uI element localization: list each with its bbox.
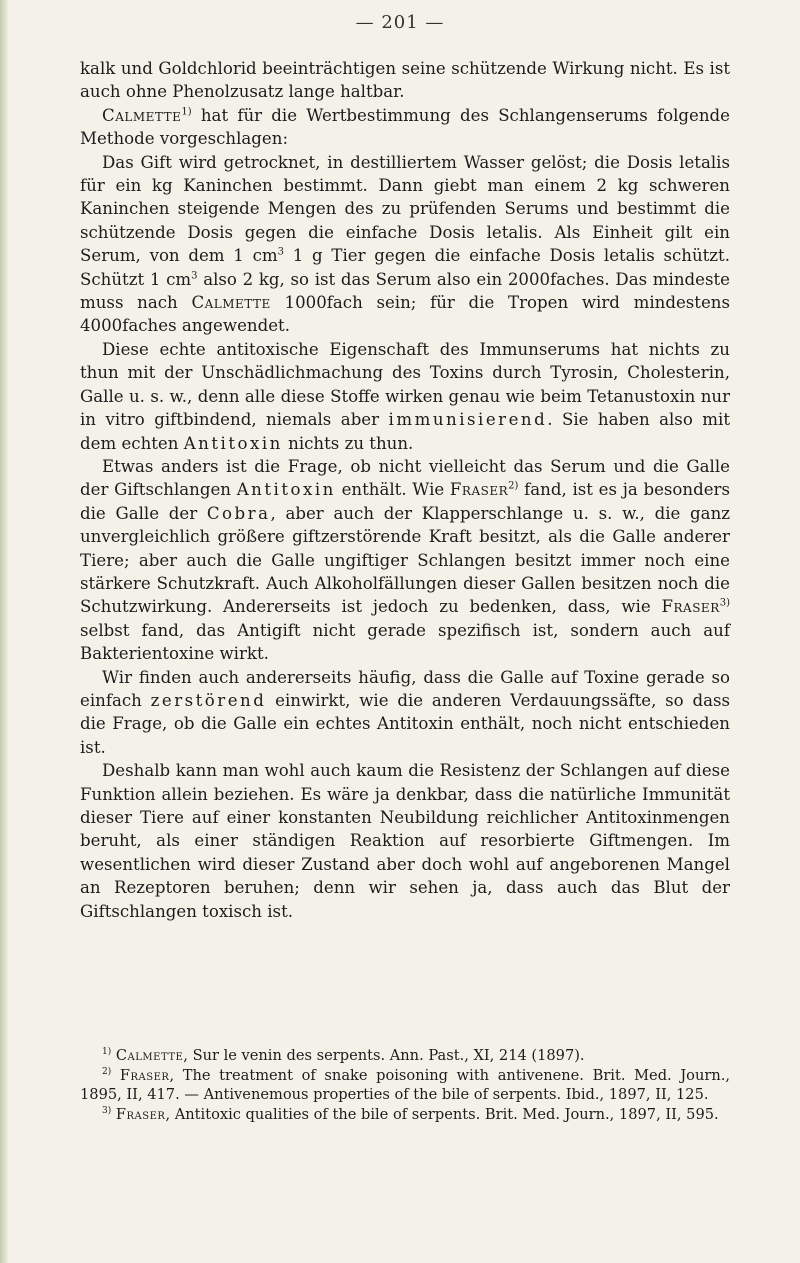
emphasis-spaced: Cobra <box>206 503 271 523</box>
paragraph-2: Calmette$^{1)}$ hat für die Wertbestimmung des Schlangenserums folgende Methode vorgeschlagen: <box>80 105 730 149</box>
author-name: Fraser <box>115 1105 166 1123</box>
author-name: Calmette <box>115 1047 184 1064</box>
emphasis-spaced: zerstörend <box>150 690 267 710</box>
footnote-1: $^{1)}$ Calmette, Sur le venin des serpents. Ann. Past., XI, 214 (1897). <box>102 1047 585 1064</box>
paragraph-7: Deshalb kann man wohl auch kaum die Resistenz der Schlangen auf diese Funktion allein beziehen. Es wäre ja denkbar, dass die natürliche Immunität dieser Tiere auf einer konstanten Neubildung reichlicher Antitoxinmengen beruht, als einer ständigen Reaktion auf resorbierte Giftmengen. Im wesentlichen wird dieser Zustand aber doch wohl auf angeborenen Mangel an Rezeptoren beruhen; denn wir sehen ja, dass auch das Blut der Giftschlangen toxisch ist. <box>80 761 730 921</box>
page-number: — 201 — <box>355 12 445 33</box>
footnote-ref: 3) <box>719 597 730 609</box>
footnote-3: $^{3)}$ Fraser, Antitoxic qualities of the bile of serpents. Brit. Med. Journ., 1897, II, 595. <box>102 1105 719 1123</box>
footnote-2: $^{2)}$ Fraser, The treatment of snake poisoning with antivenene. Brit. Med. Journ., 1895, II, 417. — Antivenemous properties of the bile of serpents. Ibid., 1897, II, 125. <box>80 1066 731 1104</box>
paragraph-5: Etwas anders ist die Frage, ob nicht vielleicht das Serum und die Galle der Giftschlangen Antitoxin enthält. Wie Fraser$^{2)}$ fand, ist es ja besonders die Galle der Cobra, aber auch der Klapperschlange u. s. w., die ganz unvergleichlich größere giftzerstörende Kraft besitzt, als die Galle anderer Tiere; aber auch die Galle ungiftiger Schlangen besitzt immer noch eine stärkere Schutzkraft. Auch Alkoholfällungen dieser Gallen besitzen noch die Schutzwirkung. Andererseits ist jedoch zu bedenken, dass, wie Fraser$^{3)}$ selbst fand, das Antigift nicht gerade spezifisch ist, sondern auch auf Bakterientoxine wirkt. <box>80 456 730 664</box>
author-name: Fraser <box>661 597 720 617</box>
footnote-ref: 2) <box>508 480 519 492</box>
emphasis-spaced: Antitoxin <box>236 480 336 500</box>
author-name: Fraser <box>449 480 509 500</box>
footnote-ref: 1) <box>181 106 192 118</box>
emphasis-spaced: Antitoxin <box>183 433 283 453</box>
page-edge-shadow <box>0 0 9 1263</box>
paragraph-3: Das Gift wird getrocknet, in destilliertem Wasser gelöst; die Dosis letalis für ein kg Kaninchen bestimmt. Dann giebt man einem 2 kg schweren Kaninchen steigende Mengen des zu prüfenden Serums und bestimmt die schützende Dosis gegen die einfache Dosis letalis. Als Einheit gilt ein Serum, von dem 1 $cm^3$ 1 g Tier gegen die einfache Dosis letalis schützt. Schützt 1 $cm^3$ also 2 kg, so ist das Serum also ein 2000faches. Das mindeste muss nach Calmette 1000fach sein; für die Tropen wird mindestens 4000faches angewendet. <box>80 152 730 336</box>
footnotes <box>80 1046 730 1124</box>
author-name: Fraser <box>119 1066 170 1084</box>
author-name: Calmette <box>102 105 182 125</box>
emphasis-spaced: immunisierend <box>388 410 548 430</box>
author-name: Calmette <box>191 293 271 313</box>
paragraph-1: kalk und Goldchlorid beeinträchtigen seine schützende Wirkung nicht. Es ist auch ohne Phenolzusatz lange haltbar. <box>80 59 730 102</box>
paragraph-4: Diese echte antitoxische Eigenschaft des Immunserums hat nichts zu thun mit der Unschädlichmachung des Toxins durch Tyrosin, Cholesterin, Galle u. s. w., denn alle diese Stoffe wirken genau wie beim Tetanustoxin nur in vitro giftbindend, niemals aber immunisierend. Sie haben also mit dem echten Antitoxin nichts zu thun. <box>80 339 730 453</box>
paragraph-6: Wir finden auch andererseits häufig, dass die Galle auf Toxine gerade so einfach zerstörend einwirkt, wie die anderen Verdauungssäfte, so dass die Frage, ob die Galle ein echtes Antitoxin enthält, noch nicht entschieden ist. <box>80 667 730 757</box>
main-text <box>80 57 730 923</box>
